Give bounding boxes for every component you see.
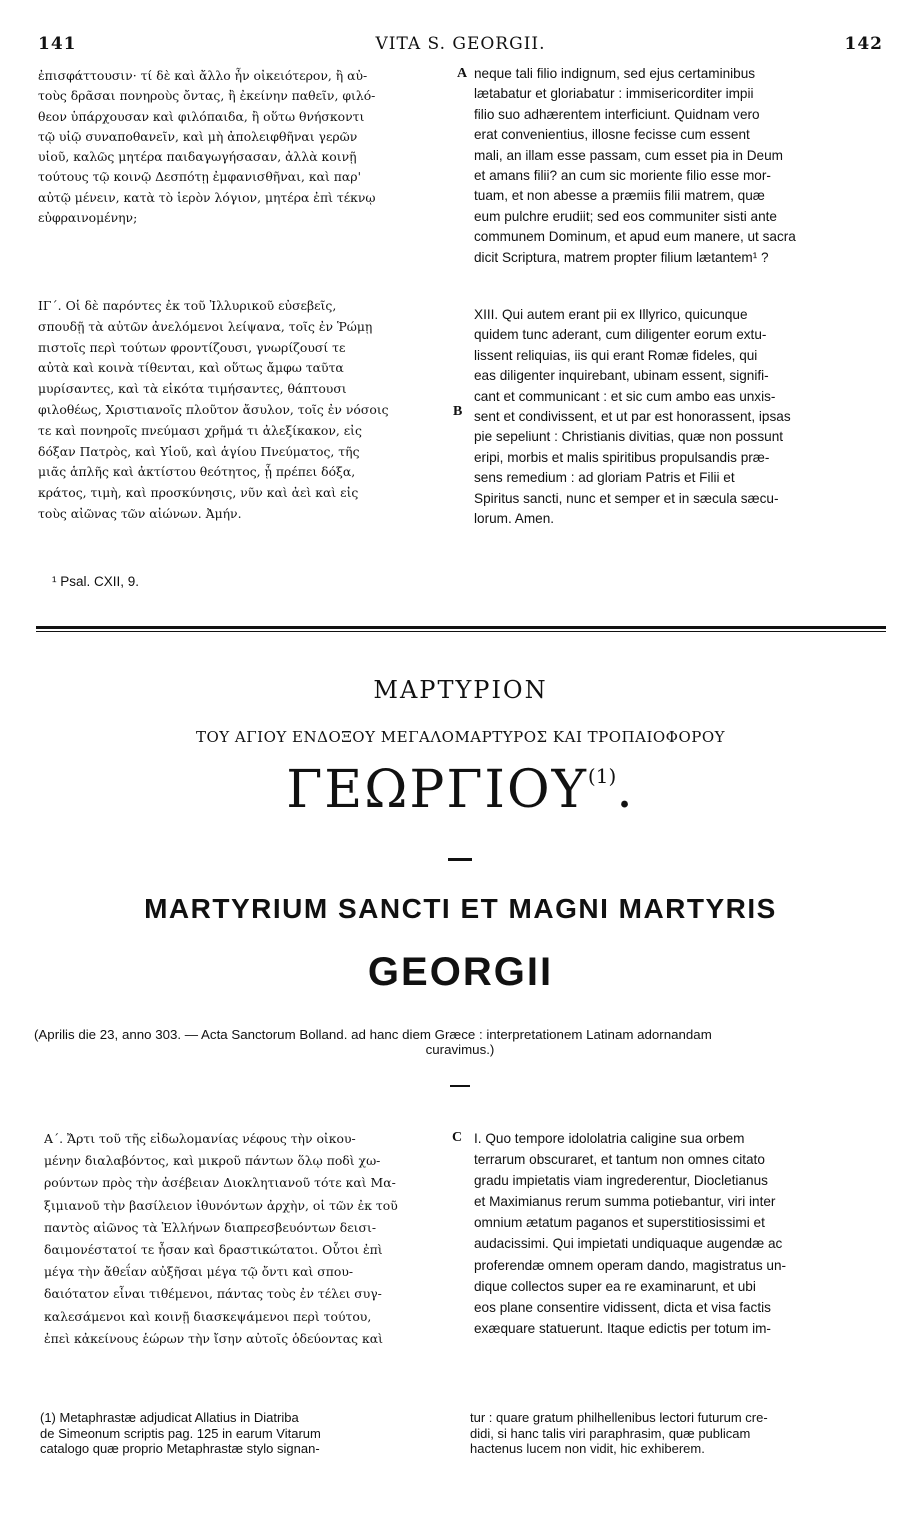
text-line: tur : quare gratum philhellenibus lectori futurum cre- xyxy=(470,1410,768,1425)
greek-title-line-1: ΜΑΡΤΥΡΙΟΝ xyxy=(373,676,548,704)
text-line: υἱοῦ, καλῶς μητέρα παιδαγωγήσασαν, ἀλλὰ κοινῇ xyxy=(38,149,357,165)
text-line: sens remedium : ad gloriam Patris et Filii et xyxy=(474,470,735,486)
text-line: Spiritus sancti, nunc et semper et in sæcula sæcu- xyxy=(474,490,779,506)
footnote-marker: (1) xyxy=(587,764,617,788)
text-line: lætabatur et gloriabatur : immisericorditer impii xyxy=(474,86,754,102)
text-line: ἐπεὶ κἀκείνους ἑώρων τὴν ἴσην αὐτοῖς ὁδεύοντας καὶ xyxy=(44,1330,384,1346)
text-line: eas diligenter inquirebant, ubinam essent, signifi- xyxy=(474,368,769,384)
text-line: μέγα τὴν ἄθεΐαν αὐξῆσαι μέγα τῷ ὄντι καὶ σπου- xyxy=(44,1264,354,1280)
text-line: (1) Metaphrastæ adjudicat Allatius in Diatriba xyxy=(40,1410,299,1425)
text-line: didi, si hanc talis viri paraphrasim, quæ publicam xyxy=(470,1425,751,1441)
text-line: lorum. Amen. xyxy=(474,511,555,527)
text-line: τούτους τῷ κοινῷ Δεσπότῃ ἐμφανισθῆναι, καὶ παρ' xyxy=(38,169,361,185)
text-line: αὐτὰ καὶ κοινὰ τίθενται, καὶ οὕτως ἄμφω ταῦτα xyxy=(38,360,344,376)
text-line: μιᾶς ἁπλῆς καὶ ἀκτίστου θεότητος, ᾗ πρέπει δόξα, xyxy=(38,464,356,480)
text-line: I. Quo tempore idololatria caligine sua orbem xyxy=(474,1131,745,1146)
latin-title-line-1: MARTYRIUM SANCTI ET MAGNI MARTYRIS xyxy=(144,893,777,924)
text-line: terrarum obscuraret, et tantum non omnes citato xyxy=(474,1152,765,1168)
title-separator-dash xyxy=(448,858,472,861)
latin-title-name: GEORGII xyxy=(367,950,554,994)
footnote-right xyxy=(470,1410,886,1457)
text-line: ἐπισφάττουσιν· τί δὲ καὶ ἄλλο ἦν οἰκειότερον, ἢ αὐ- xyxy=(38,68,368,83)
greek-title-name xyxy=(0,760,921,820)
greek-name-period: . xyxy=(616,760,635,820)
text-line: sent et condivissent, et ut par est honorassent, ipsas xyxy=(474,409,791,425)
section-divider-thin xyxy=(36,631,886,632)
text-line: et amans filii? an cum sic moriente filio esse mor- xyxy=(474,168,771,184)
text-line: catalogo quæ proprio Metaphrastæ stylo signan- xyxy=(40,1441,320,1457)
text-line: αὐτῷ μένειν, κατὰ τὸ ἱερὸν λόγιον, μητέρα ἐπὶ τέκνῳ xyxy=(38,189,376,205)
page-number-left: 141 xyxy=(38,34,77,54)
text-line: σπουδῇ τὰ αὐτῶν ἀνελόμενοι λείψανα, τοῖς ἐν Ῥώμῃ xyxy=(38,318,373,334)
text-line: eos plane consentire vidissent, dicta et visa factis xyxy=(474,1299,771,1315)
text-line: dicit Scriptura, matrem propter filium lætantem¹ ? xyxy=(474,249,769,265)
text-line: καλεσάμενοι καὶ κοινῇ διασκεψάμενοι περὶ τούτου, xyxy=(44,1308,372,1324)
text-line: cant et communicant : et sic cum ambo eas unxis- xyxy=(474,388,776,404)
text-line: eum pulchre erudiit; sed eos communiter sisti ante xyxy=(474,208,777,224)
footnote-left xyxy=(40,1410,460,1457)
text-line: XIII. Qui autem erant pii ex Illyrico, quicunque xyxy=(474,307,748,322)
section-divider-thick xyxy=(36,626,886,629)
text-line: hactenus lucem non vidit, hic exhiberem. xyxy=(470,1441,705,1457)
text-line: neque tali filio indignum, sed ejus certaminibus xyxy=(474,66,756,81)
greek-name-text: ΓΕΩΡΓΙΟΥ xyxy=(286,760,588,820)
text-line: δαιότατον εἶναι τιθέμενοι, πάντας τοὺς ἐν τέλει συγ- xyxy=(44,1286,382,1302)
text-line: τῷ υἱῷ συναποθανεῖν, καὶ μὴ ἀπολειφθῆναι γερῶν xyxy=(38,128,358,144)
text-line: audacissimi. Qui impietati undiquaque augendæ ac xyxy=(474,1236,783,1252)
text-line: dique collectos super ea re examinarunt, et ubi xyxy=(474,1278,756,1294)
latin-column-para-13 xyxy=(474,305,886,529)
text-line: proferendæ omnem operam dando, magistratus un- xyxy=(474,1257,787,1273)
greek-column-para-13 xyxy=(38,296,458,525)
text-line: φιλοθέως, Χριστιανοῖς πλοῦτον ἄσυλον, τοῖς ἐν νόσοις xyxy=(38,401,389,417)
text-line: exæquare statuerunt. Itaque edictis per totum im- xyxy=(474,1320,771,1336)
text-line: pie sepeliunt : Christianis divitias, quæ non possunt xyxy=(474,429,784,445)
greek-column-para-1 xyxy=(44,1128,454,1350)
text-line: ρούντων πρὸς τὴν ἀσέβειαν Διοκλητιανοῦ τότε καὶ Μα- xyxy=(44,1175,396,1191)
text-line: gradu impietatis viam ingrederentur, Diocletianus xyxy=(474,1173,768,1189)
margin-letter-a: A xyxy=(457,66,468,81)
margin-letter-c: C xyxy=(452,1130,463,1145)
text-line: πιστοῖς περὶ τούτων φροντίζουσι, γνωρίζουσί τε xyxy=(38,339,346,355)
text-line: filio suo adhærentem interficiunt. Quidnam vero xyxy=(474,106,760,122)
text-line: quidem tunc aderant, cum diligenter eorum extu- xyxy=(474,327,767,343)
text-line: erat convenientius, illosne fecisse cum essent xyxy=(474,127,750,143)
text-line: τε καὶ πονηροῖς πνεύμασι χρῆμά τι ἀλεξίκακον, εἰς xyxy=(38,422,362,438)
text-line: μυρίσαντες, καὶ τὰ εἰκότα τιμήσαντες, θάπτουσι xyxy=(38,381,347,397)
greek-column-para-12 xyxy=(38,66,458,228)
text-line: κράτος, τιμὴ, καὶ προσκύνησις, νῦν καὶ ἀεὶ καὶ εἰς xyxy=(38,485,359,501)
text-line: τοὺς αἰῶνας τῶν αἰώνων. Ἀμήν. xyxy=(38,505,242,521)
text-line: lissent reliquias, iis qui erant Romæ fideles, qui xyxy=(474,347,758,363)
text-line: ξιμιανοῦ τὴν βασίλειον ἰθυνόντων ἀρχὴν, οἱ τῶν ἐκ τοῦ xyxy=(44,1197,398,1213)
source-note-line-1: (Aprilis die 23, anno 303. — Acta Sanctorum Bolland. ad hanc diem Græce : interpretationem Latinam adornandam xyxy=(34,1027,712,1042)
running-title: VITA S. GEORGII. xyxy=(375,34,546,54)
source-note xyxy=(34,1027,886,1057)
text-line: θεον ὑπάρχουσαν καὶ φιλόπαιδα, ἢ οὕτω θνήσκοντι xyxy=(38,108,365,124)
latin-column-para-12 xyxy=(474,64,886,268)
text-line: μένην διαλαβόντος, καὶ μικροῦ πάντων ὅλῳ ποδὶ χω- xyxy=(44,1153,381,1169)
text-line: mali, an illam esse passam, cum esset pia in Deum xyxy=(474,147,783,163)
text-line: eripi, morbis et malis spiritibus propulsandis præ- xyxy=(474,449,770,465)
text-line: ΙΓ΄. Οἱ δὲ παρόντες ἐκ τοῦ Ἰλλυρικοῦ εὐσεβεῖς, xyxy=(38,298,337,313)
note-separator-dash xyxy=(450,1085,470,1087)
greek-title-line-2: ΤΟΥ ΑΓΙΟΥ ΕΝΔΟΞΟΥ ΜΕΓΑΛΟΜΑΡΤΥΡΟΣ ΚΑΙ ΤΡΟΠΑΙΟΦΟΡΟΥ xyxy=(195,728,726,746)
text-line: et Maximianus rerum summa potiebantur, viri inter xyxy=(474,1194,776,1210)
margin-letter-b: B xyxy=(453,404,463,419)
text-line: omnium ætatum paganos et superstitiosissimi et xyxy=(474,1215,765,1231)
text-line: communem Dominum, et apud eum manere, ut sacra xyxy=(474,229,796,245)
text-line: δόξαν Πατρὸς, καὶ Υἱοῦ, καὶ ἁγίου Πνεύματος, τῆς xyxy=(38,443,360,459)
text-line: δαιμονέστατοί τε ἦσαν καὶ δραστικώτατοι. Οὗτοι ἐπὶ xyxy=(44,1242,383,1258)
text-line: τοὺς δρᾶσαι πονηροὺς ὄντας, ἢ ἐκείνην παθεῖν, φιλό- xyxy=(38,88,376,104)
footnote-psalm-reference: ¹ Psal. CXII, 9. xyxy=(52,574,140,589)
text-line: de Simeonum scriptis pag. 125 in earum Vitarum xyxy=(40,1425,321,1441)
text-line: tuam, et non abesse a præmiis filii matrem, quæ xyxy=(474,188,765,204)
text-line: εὐφραινομένην; xyxy=(38,210,138,226)
text-line: παντὸς αἰῶνος τὰ Ἑλλήνων διαπρεσβευόντων δεισι- xyxy=(44,1219,377,1235)
text-line: Α΄. Ἄρτι τοῦ τῆς εἰδωλομανίας νέφους τὴν οἰκου- xyxy=(44,1131,356,1146)
source-note-line-2: curavimus.) xyxy=(425,1042,495,1057)
page-number-right: 142 xyxy=(844,34,883,54)
latin-column-para-1 xyxy=(474,1128,886,1339)
